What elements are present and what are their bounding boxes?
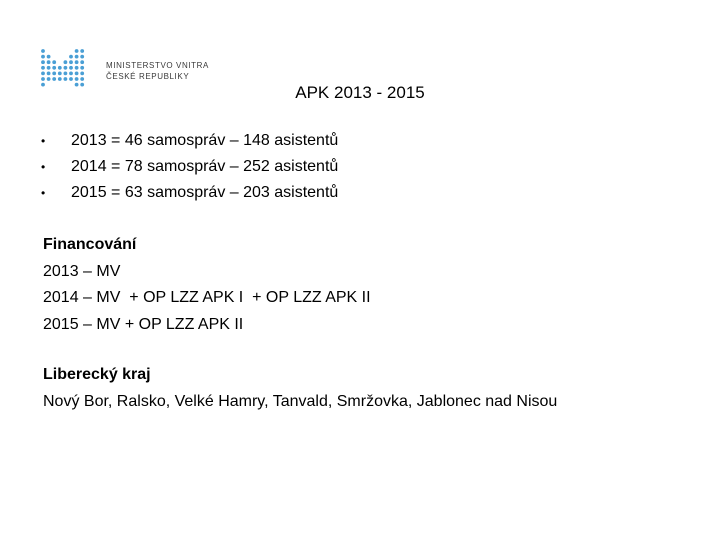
bullet-text: 2013 = 46 samospráv – 148 asistentů	[71, 132, 339, 149]
logo-dot	[75, 66, 79, 70]
logo-dot	[69, 72, 73, 76]
logo-dot	[69, 55, 73, 59]
ministry-name-line1: MINISTERSTVO VNITRA	[106, 61, 209, 70]
logo-dot	[41, 77, 45, 81]
logo-dot	[41, 49, 45, 53]
region-heading: Liberecký kraj	[43, 366, 151, 383]
logo-dot	[58, 72, 62, 76]
logo-dot	[80, 77, 84, 81]
logo-dot	[41, 72, 45, 76]
logo-dot	[47, 72, 51, 76]
logo-dot	[47, 60, 51, 64]
bullet-text: 2014 = 78 samospráv – 252 asistentů	[71, 158, 339, 175]
logo-dot	[47, 77, 51, 81]
financing-heading: Financování	[43, 236, 137, 253]
slide-title-text: APK 2013 - 2015	[295, 83, 425, 102]
logo-dot	[69, 60, 73, 64]
logo-dot	[75, 60, 79, 64]
logo-dot	[58, 77, 62, 81]
financing-section	[43, 232, 371, 338]
logo-dot	[80, 60, 84, 64]
logo-dot	[52, 72, 56, 76]
logo-dot	[80, 72, 84, 76]
logo-dot	[41, 55, 45, 59]
region-section	[43, 362, 557, 415]
logo-dot	[52, 66, 56, 70]
logo-dot	[64, 60, 68, 64]
logo-dot	[69, 77, 73, 81]
ministry-name-line2: ČESKÉ REPUBLIKY	[106, 72, 190, 81]
logo-dot	[52, 60, 56, 64]
logo-dot	[64, 77, 68, 81]
logo-dot	[80, 49, 84, 53]
financing-line: 2015 – MV + OP LZZ APK II	[43, 315, 244, 333]
region-towns: Nový Bor, Ralsko, Velké Hamry, Tanvald, Smržovka, Jablonec nad Nisou	[43, 392, 558, 410]
logo-dot	[75, 55, 79, 59]
bullet-dot: •	[41, 134, 46, 148]
ministry-logo-text	[106, 60, 209, 82]
bullet-item	[40, 180, 338, 206]
logo-dot	[75, 72, 79, 76]
statistics-bullet-list	[40, 128, 338, 206]
bullet-dot: •	[41, 186, 46, 200]
logo-dot	[80, 55, 84, 59]
bullet-text: 2015 = 63 samospráv – 203 asistentů	[71, 184, 339, 201]
slide-title	[0, 83, 720, 103]
bullet-item	[40, 154, 338, 180]
logo-dot	[47, 55, 51, 59]
logo-dot	[41, 66, 45, 70]
logo-dot	[47, 66, 51, 70]
logo-dot	[41, 60, 45, 64]
logo-dot	[58, 66, 62, 70]
bullet-dot: •	[41, 160, 46, 174]
financing-line: 2013 – MV	[43, 262, 121, 280]
logo-dot	[64, 72, 68, 76]
logo-dot	[52, 77, 56, 81]
logo-dot	[69, 66, 73, 70]
logo-dot	[64, 66, 68, 70]
logo-dot	[80, 66, 84, 70]
logo-dot	[75, 49, 79, 53]
logo-dot	[75, 77, 79, 81]
financing-line: 2014 – MV + OP LZZ APK I + OP LZZ APK II	[43, 289, 371, 306]
bullet-item	[40, 128, 338, 154]
